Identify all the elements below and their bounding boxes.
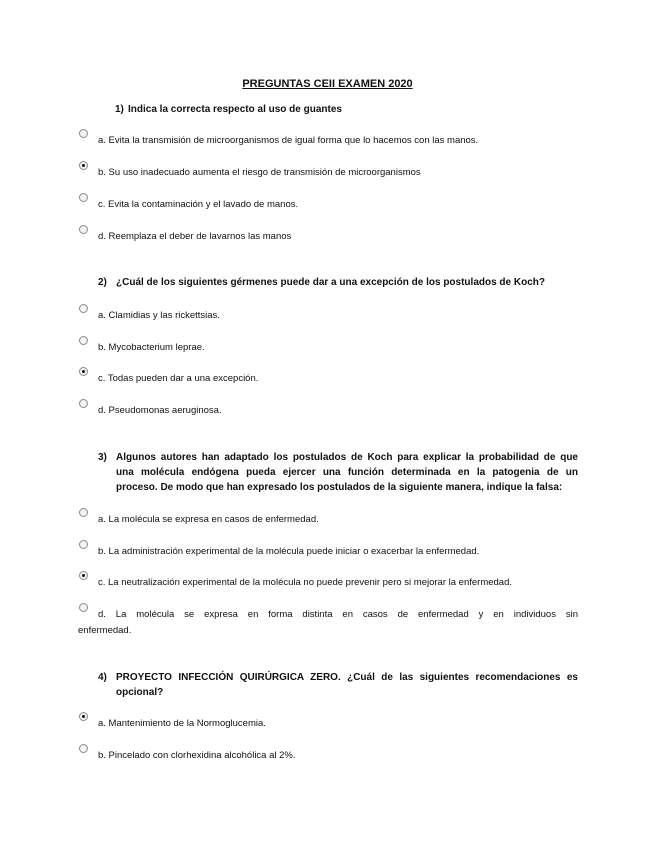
q2-option-a-radio[interactable]: [79, 304, 88, 313]
q4-option-b-label: b. Pincelado con clorhexidina alcohólica al 2%.: [98, 750, 296, 761]
q2-option-a-label: a. Clamidias y las rickettsias.: [98, 310, 220, 321]
q2-option-d-label: d. Pseudomonas aeruginosa.: [98, 405, 222, 416]
question-1-number: 1): [115, 104, 124, 115]
question-3-number: 3): [98, 452, 107, 463]
q4-option-a-radio[interactable]: [79, 712, 88, 721]
q1-option-d-label: d. Reemplaza el deber de lavarnos las manos: [98, 231, 292, 242]
q3-option-c-radio[interactable]: [79, 571, 88, 580]
q3-option-d-label-line-2: enfermedad.: [78, 625, 132, 636]
q1-option-b-radio[interactable]: [79, 161, 88, 170]
question-1-text: Indica la correcta respecto al uso de guantes: [128, 104, 342, 115]
q2-option-b-radio[interactable]: [79, 336, 88, 345]
q3-option-d-label-line-1: d. La molécula se expresa en forma distinta en casos de enfermedad y en individuos sin: [98, 609, 578, 620]
question-2-number: 2): [98, 277, 107, 288]
q3-option-b-radio[interactable]: [79, 540, 88, 549]
question-2-text: ¿Cuál de los siguientes gérmenes puede dar a una excepción de los postulados de Koch?: [116, 277, 545, 288]
q2-option-c-radio[interactable]: [79, 367, 88, 376]
q2-option-d-radio[interactable]: [79, 399, 88, 408]
question-3-text-line-1: Algunos autores han adaptado los postulados de Koch para explicar la probabilidad de que: [116, 452, 578, 463]
q3-option-a-label: a. La molécula se expresa en casos de enfermedad.: [98, 514, 319, 525]
q1-option-d-radio[interactable]: [79, 225, 88, 234]
q2-option-b-label: b. Mycobacterium leprae.: [98, 342, 205, 353]
q4-option-a-label: a. Mantenimiento de la Normoglucemia.: [98, 718, 266, 729]
q3-option-a-radio[interactable]: [79, 508, 88, 517]
q2-option-c-label: c. Todas pueden dar a una excepción.: [98, 373, 259, 384]
question-4-text-line-1: PROYECTO INFECCIÓN QUIRÚRGICA ZERO. ¿Cuál de las siguientes recomendaciones es: [116, 672, 578, 683]
question-3-text-line-2: una molécula endógena pueda ejercer una función determinada en la patogenia de un: [116, 467, 578, 478]
question-3-text-line-3: proceso. De modo que han expresado los postulados de la siguiente manera, indique la falsa:: [116, 482, 563, 493]
q1-option-b-label: b. Su uso inadecuado aumenta el riesgo de transmisión de microorganismos: [98, 167, 421, 178]
q3-option-d-radio[interactable]: [79, 603, 88, 612]
q1-option-a-label: a. Evita la transmisión de microorganismos de igual forma que lo hacemos con las manos.: [98, 135, 479, 146]
q1-option-c-radio[interactable]: [79, 193, 88, 202]
q1-option-a-radio[interactable]: [79, 129, 88, 138]
q3-option-b-label: b. La administración experimental de la molécula puede iniciar o exacerbar la enfermedad.: [98, 546, 480, 557]
question-4-number: 4): [98, 672, 107, 683]
q4-option-b-radio[interactable]: [79, 744, 88, 753]
q3-option-c-label: c. La neutralización experimental de la molécula no puede prevenir pero si mejorar la enfermedad.: [98, 577, 513, 588]
q1-option-c-label: c. Evita la contaminación y el lavado de manos.: [98, 199, 299, 210]
question-4-text-line-2: opcional?: [116, 687, 164, 698]
document-title: PREGUNTAS CEII EXAMEN 2020: [242, 78, 413, 90]
